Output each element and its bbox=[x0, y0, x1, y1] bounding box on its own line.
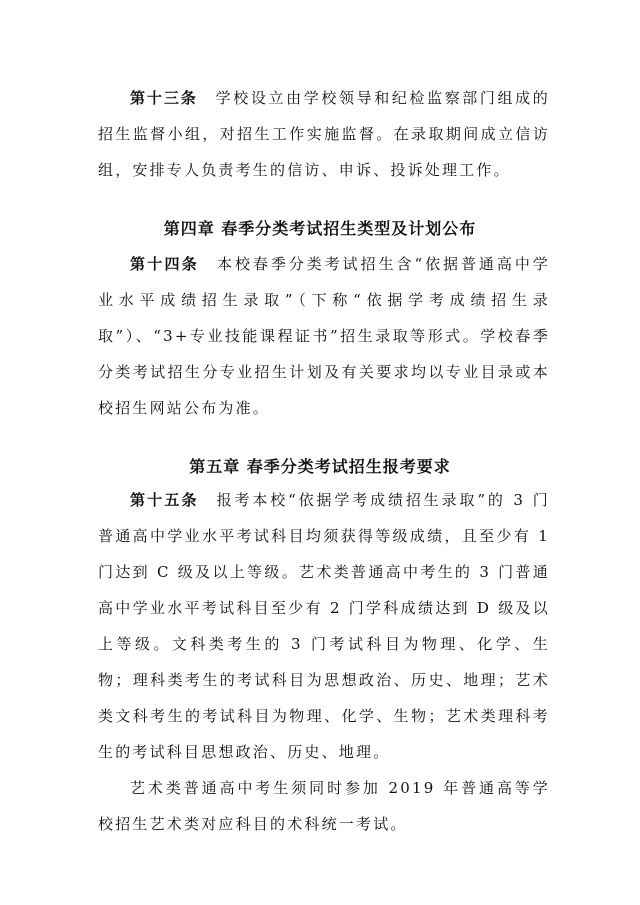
article-15-text: 报考本校“依据学考成绩招生录取”的 3 门普通高中学业水平考试科目均须获得等级成绩，且至少有 1 门达到 C 级及以上等级。艺术类普通高中考生的 3 门普通高中学业水平考试科目至少有 2 门学科成绩达到 D 级及以上等级。文科类考生的 3 门考试科目为物理、化学、生物；理科类考生的考试科目为思想政治、历史、地理；艺术类文科考生的考试科目为物理、化学、生物；艺术类理科考生的考试科目思想政治、历史、地理。 bbox=[98, 491, 550, 761]
article-13 bbox=[98, 80, 550, 188]
article-14-paragraph bbox=[98, 246, 550, 426]
article-14 bbox=[98, 246, 550, 426]
article-13-paragraph bbox=[98, 80, 550, 188]
article-15-note: 艺术类普通高中考生须同时参加 2019 年普通高等学校招生艺术类对应科目的术科统一考试。 bbox=[98, 779, 550, 833]
article-13-text: 学校设立由学校领导和纪检监察部门组成的招生监督小组，对招生工作实施监督。在录取期间成立信访组，安排专人负责考生的信访、申诉、投诉处理工作。 bbox=[98, 89, 550, 179]
chapter-4-title: 第四章 春季分类考试招生类型及计划公布 bbox=[163, 219, 477, 238]
article-13-label: 第十三条 bbox=[130, 89, 198, 107]
article-14-text: 本校春季分类考试招生含“依据普通高中学业水平成绩招生录取”（下称“依据学考成绩招生录取”）、“3+专业技能课程证书”招生录取等形式。学校春季分类考试招生分专业招生计划及有关要求均以专业目录或本校招生网站公布为准。 bbox=[98, 255, 550, 417]
chapter-5-title: 第五章 春季分类考试招生报考要求 bbox=[189, 457, 451, 476]
article-14-label: 第十四条 bbox=[130, 255, 200, 273]
article-15 bbox=[98, 482, 550, 842]
article-15-paragraph bbox=[98, 482, 550, 770]
article-15-label: 第十五条 bbox=[130, 491, 199, 509]
